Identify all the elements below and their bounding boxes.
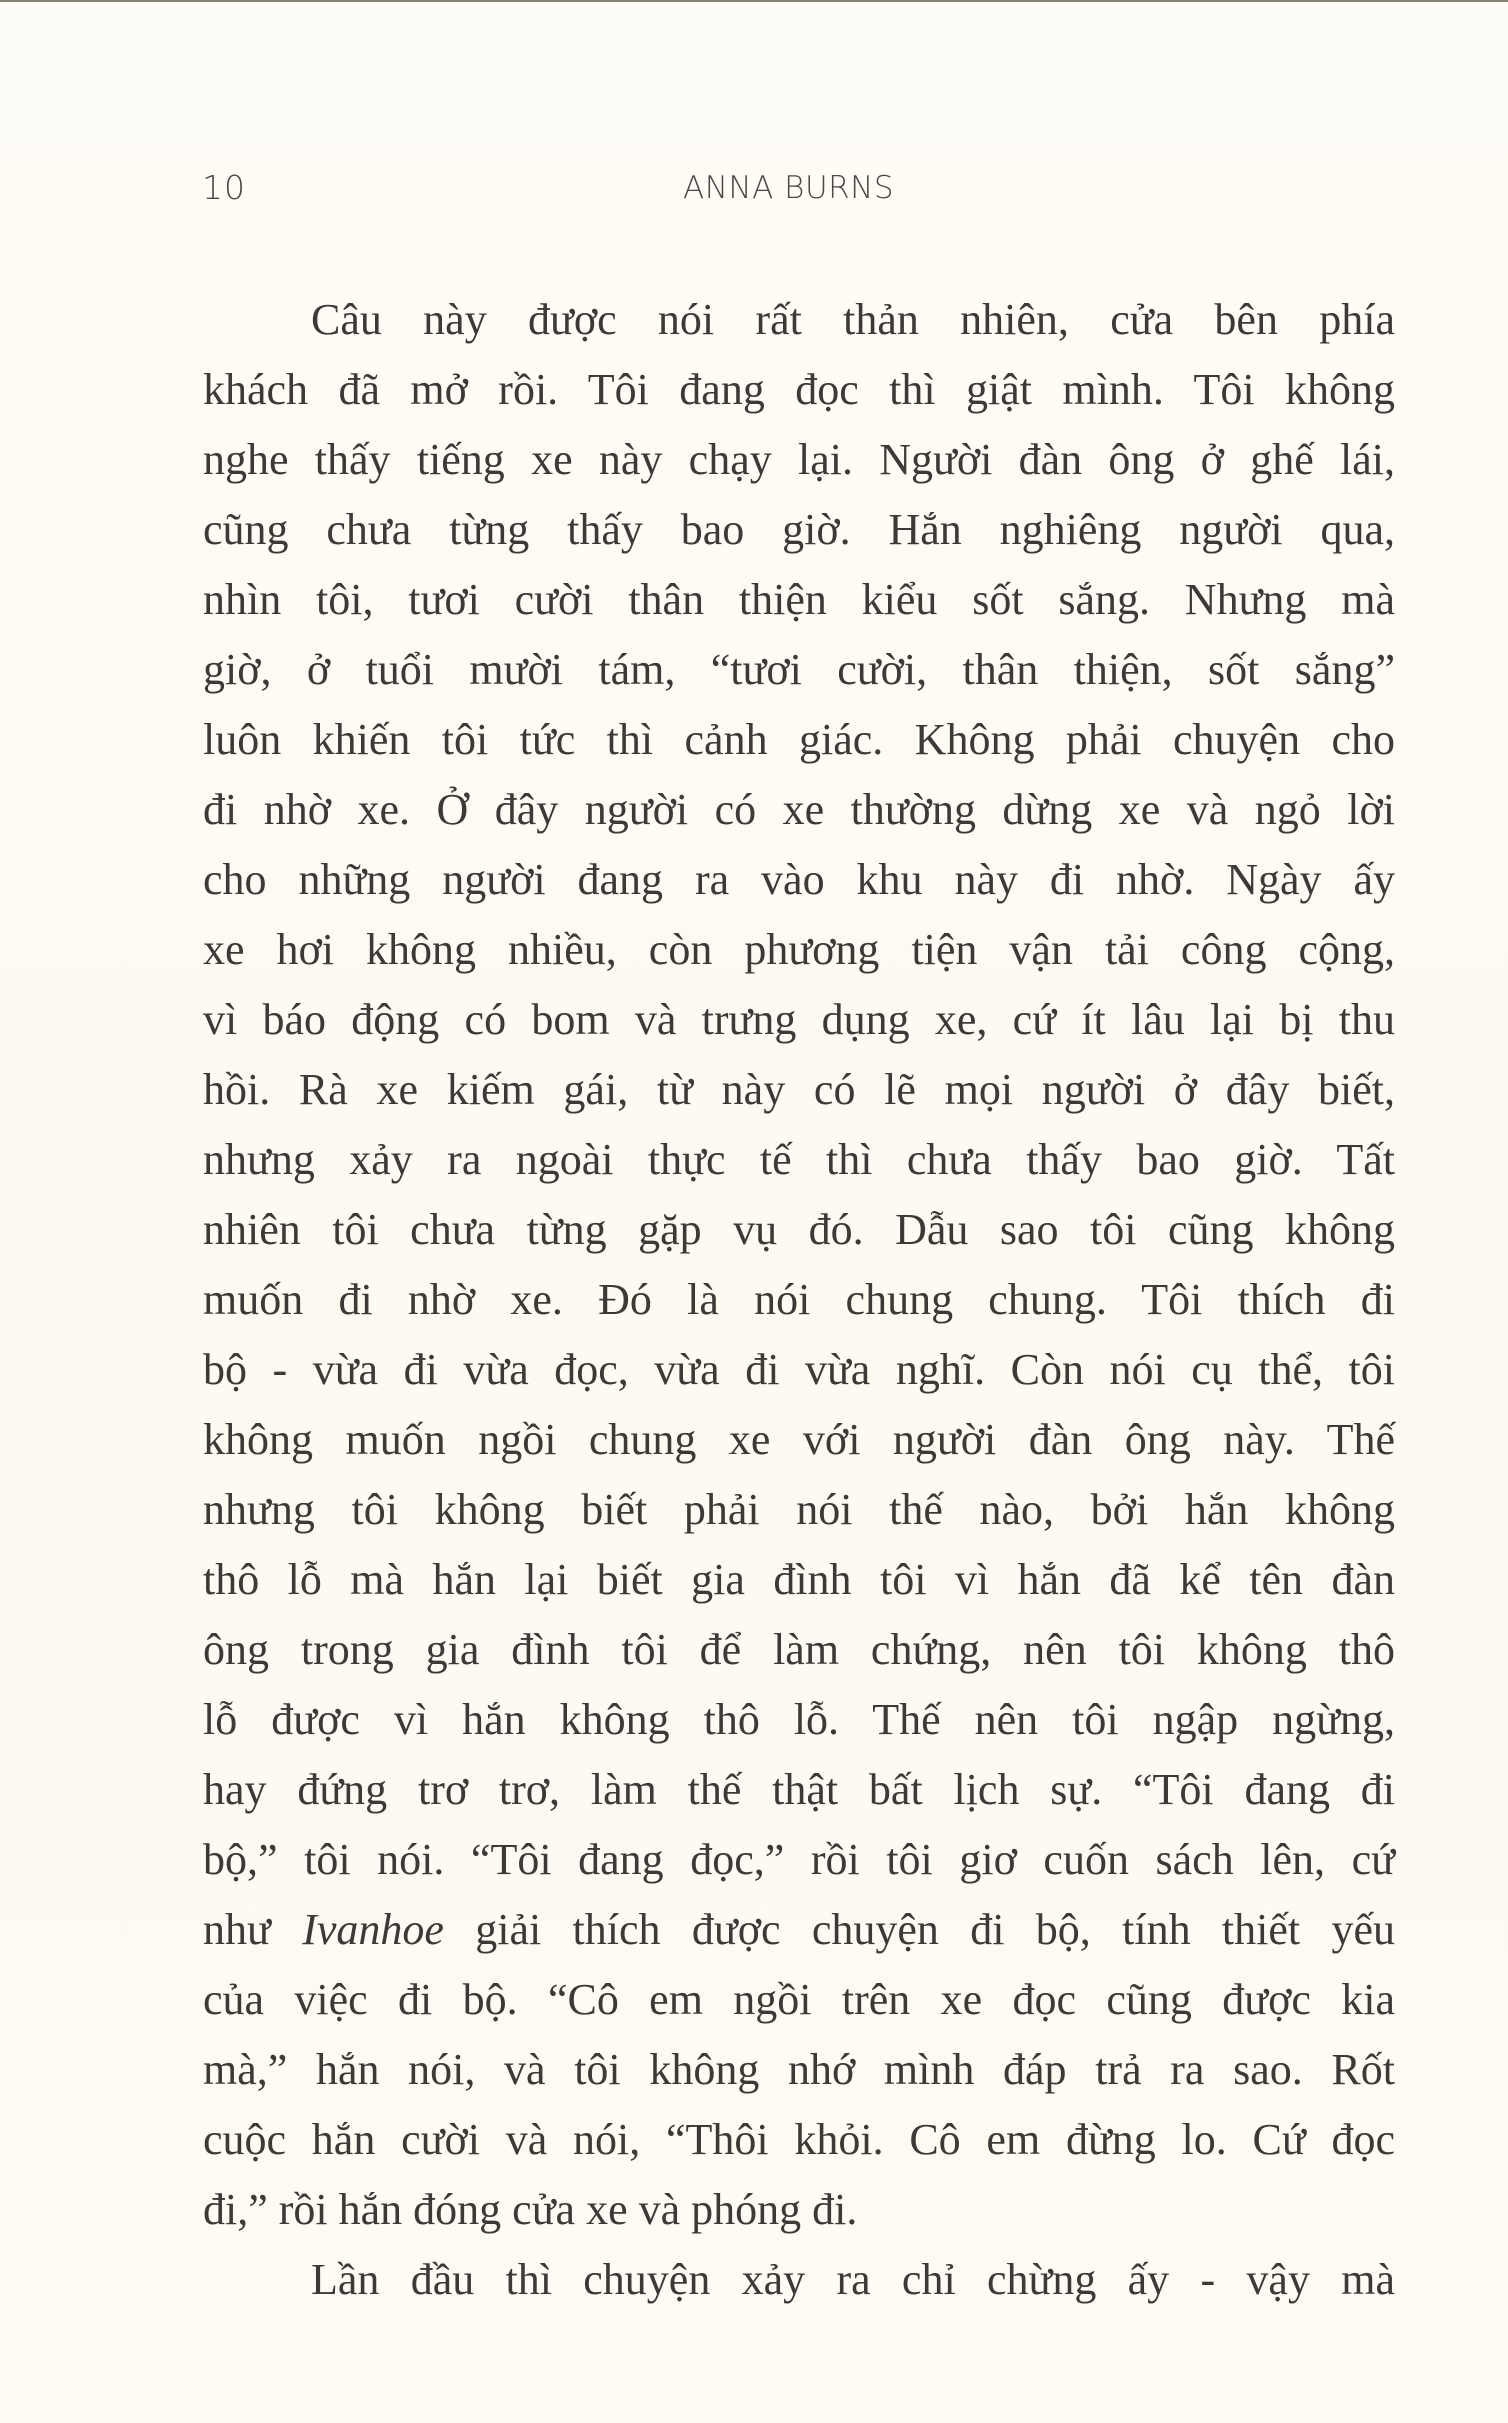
text-line: mà,” hắn nói, và tôi không nhớ mình đáp trả ra sao. Rốt	[203, 2045, 1395, 2094]
page-top-edge	[0, 0, 1508, 2]
text-line: bộ - vừa đi vừa đọc, vừa đi vừa nghĩ. Còn nói cụ thể, tôi	[203, 1345, 1395, 1394]
text-line: Câu này được nói rất thản nhiên, cửa bên phía	[311, 295, 1395, 344]
text-line: hồi. Rà xe kiếm gái, từ này có lẽ mọi người ở đây biết,	[203, 1065, 1395, 1114]
text-line: lỗ được vì hắn không thô lỗ. Thế nên tôi ngập ngừng,	[203, 1695, 1395, 1744]
text-line: giờ, ở tuổi mười tám, “tươi cười, thân thiện, sốt sắng”	[203, 645, 1395, 694]
text-line: ông trong gia đình tôi để làm chứng, nên tôi không thô	[203, 1625, 1395, 1674]
text-line: nhiên tôi chưa từng gặp vụ đó. Dẫu sao tôi cũng không	[203, 1205, 1395, 1254]
text-line-with-book-title: như Ivanhoe giải thích được chuyện đi bộ, tính thiết yếu	[203, 1905, 1395, 1954]
text-line: muốn đi nhờ xe. Đó là nói chung chung. Tôi thích đi	[203, 1275, 1395, 1324]
book-title-italic: Ivanhoe	[302, 1905, 444, 1954]
text-line: cũng chưa từng thấy bao giờ. Hắn nghiêng người qua,	[203, 505, 1395, 554]
paragraph-2	[203, 2245, 1395, 2315]
text-line: nghe thấy tiếng xe này chạy lại. Người đàn ông ở ghế lái,	[203, 435, 1395, 484]
text-line: không muốn ngồi chung xe với người đàn ông này. Thế	[203, 1415, 1395, 1464]
page-number: 10	[202, 168, 246, 207]
text-line: đi,” rồi hắn đóng cửa xe và phóng đi.	[203, 2185, 858, 2234]
text-line: hay đứng trơ trơ, làm thế thật bất lịch sự. “Tôi đang đi	[203, 1765, 1395, 1814]
running-head	[0, 168, 1508, 218]
text-line: của việc đi bộ. “Cô em ngồi trên xe đọc cũng được kia	[203, 1975, 1395, 2024]
text-line: cho những người đang ra vào khu này đi nhờ. Ngày ấy	[203, 855, 1395, 904]
text-line: luôn khiến tôi tức thì cảnh giác. Không phải chuyện cho	[203, 715, 1395, 764]
text-line: cuộc hắn cười và nói, “Thôi khỏi. Cô em đừng lo. Cứ đọc	[203, 2115, 1395, 2164]
text-line: nhưng xảy ra ngoài thực tế thì chưa thấy bao giờ. Tất	[203, 1135, 1395, 1184]
paragraph-1	[203, 285, 1395, 2245]
text-line: khách đã mở rồi. Tôi đang đọc thì giật mình. Tôi không	[203, 365, 1395, 414]
running-head-author: ANNA BURNS	[683, 170, 895, 206]
text-line: thô lỗ mà hắn lại biết gia đình tôi vì hắn đã kể tên đàn	[203, 1555, 1395, 1604]
text-line: nhưng tôi không biết phải nói thế nào, bởi hắn không	[203, 1485, 1395, 1534]
text-line: Lần đầu thì chuyện xảy ra chỉ chừng ấy - vậy mà	[311, 2255, 1395, 2304]
text-line: bộ,” tôi nói. “Tôi đang đọc,” rồi tôi giơ cuốn sách lên, cứ	[203, 1835, 1395, 1884]
text-line: nhìn tôi, tươi cười thân thiện kiểu sốt sắng. Nhưng mà	[203, 575, 1395, 624]
text-line: đi nhờ xe. Ở đây người có xe thường dừng xe và ngỏ lời	[203, 785, 1395, 834]
text-line: vì báo động có bom và trưng dụng xe, cứ ít lâu lại bị thu	[203, 995, 1395, 1044]
body-text	[203, 285, 1395, 2315]
text-line: xe hơi không nhiều, còn phương tiện vận tải công cộng,	[203, 925, 1395, 974]
